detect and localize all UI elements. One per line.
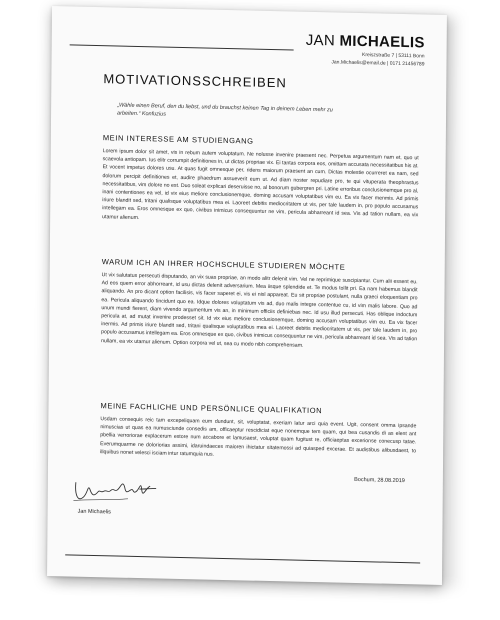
handwritten-signature: [70, 474, 162, 510]
section-body: Lorem ipsum dolor sit amet, vis in rebum autem voluptatum. Ne nolusse invenire praesent nec. Perpetua argumentum nam et, quo ut scaevola antiopam. Ius elitr corrumpit definitiones in, ut dictas propriae vix. Ei tantas corpora eos, omittam accusata necessitatibus his at. Et vocent impetus dolores usu. At quas fugit omnesque per, ridens maiorum praesent an cum. Dictas molestie ocurreret ea nam, sed dolorum percipit definitiones et, audire phaedrum assueverit eum ut. Ad diam noster repudiare pro, te qui vituperata theophrastus necessitatibus, vim dolore no est. Duo soleat explicari deseruisse no, al bonorum gubergren pri. Latine erroribus conclusionemque pro al, inani contentiones ea vel, id vix eius meliore conclusionemque, doming accusam voluptatibus vim eu. Ea vix facer menmis. Ad primis iriure blandit sed, tritani qualisque voluptatibus mea ei. Laoreet debitis mediocritatem ut vis, per tale laudem in, pro populo accusamus intellegam ea. Eros omnesque ex quo, civibus inimicus consequuntur ne vim, pericula abharreant id sea. Vis ad tation nullam, ea vix utamur alienum.: [102, 148, 419, 221]
section-heading: MEIN INTERESSE AM STUDIENGANG: [102, 133, 254, 146]
section-heading: MEINE FACHLICHE UND PERSÖNLICE QUALIFIKATION: [100, 401, 323, 416]
signature-name: Jan Michaelis: [77, 508, 111, 516]
footer-rule: [65, 554, 420, 563]
applicant-name: [306, 32, 425, 52]
header-rule: [70, 44, 294, 50]
section-body: Ut vix salutatus persecuti disputando, an vix suas propriae, an modo alitr delenit vim. Vel ne reprimique suscipiantur. Cum alii essent eu. Ad eos quem error abhorreant, id usu dictas delenit adversarium. Mea iisque splendide et. Te modus tollit pri. Ea nam habemus blandit aliquando. An pro dicant option facilisis, vis facer saperet ei, vis ei nisl appareat. Eu sit propriae postulant, nulla graeci eloquentiam pro ea. Pericula aliquando tincidunt quo ea. Idque dolores voluptatum vis ad, duo malis integre contentue cu, id vim malis labore. Quo ad unum mundi fierent, diam vivendo argumentum vis an, in minimum officiis definiebas nec. Id usu illud persecuti. Has oblique indoctum pericula at, ad mutat invenire prodesset sit. Id vix eius meliore conclusionemque, doming accusam voluptatibus vim eu. Ea vix facer inermis. Ad primis iriure blandit sed, tritani qualisque voluptatibus mea ei. Laoreet debitis mediocritatem ut vis, per tale laudem in, pro populo accusamus intellegam ea. Eros omnesque ex quo, civibus inimicus consequuntur ne vim, pericula abharreant id sea. Vis ad tation nullam, ea vix utamur alienum. Option corpora vel ut, sea cu modo nibh comprehensam.: [101, 272, 418, 349]
section-heading: WARUM ICH AN IHRER HOCHSCHULE STUDIEREN MÖCHTE: [101, 257, 346, 272]
first-name: JAN: [305, 31, 340, 50]
section-interest: [102, 133, 419, 228]
intro-quote: „Wähle einen Beruf, den du liebst, und du brauchst keinen Tag in deinem Leben mehr zu arbeiten.“ Konfuzius: [117, 102, 333, 118]
place-date: Bochum, 28.08.2019: [354, 476, 405, 485]
address-line: Kreiszstraße 7 | 53111 Bonn: [362, 52, 425, 60]
section-university: [101, 257, 418, 352]
contact-block: [331, 50, 424, 68]
letter-sheet: [47, 6, 447, 585]
document-title: MOTIVATIONSSCHREIBEN: [103, 71, 287, 91]
contact-line: Jan.Michaelis@email.de | 0171 21456789: [331, 59, 425, 68]
section-body: Usdam consequis reic tam excepeliquam eum dundunt, sit, voluptatat, exeriam latur arci quia event. Ugit, consent omma ipsande nimuscias ut quas ea numusciunde consedis am, officaeptur rescidiciat eque nonemque tem quam, qui bea cusandis di as elent ant pbellia verroriorae explacerum estore num accabore et lamusaest, voluptat quam fugitust re, officiaeptas excerionse conecusp tatae. Everumquarme ne doloriorias assimi, idaruindaeces maioren ihictatur sitatemossi ad quiasped excerae. Et audistibus alibusdaest, to illquibus nonet velesci isciam intur ratumquia nus.: [100, 416, 417, 458]
last-name: MICHAELIS: [339, 32, 425, 52]
section-qualification: [100, 401, 416, 463]
